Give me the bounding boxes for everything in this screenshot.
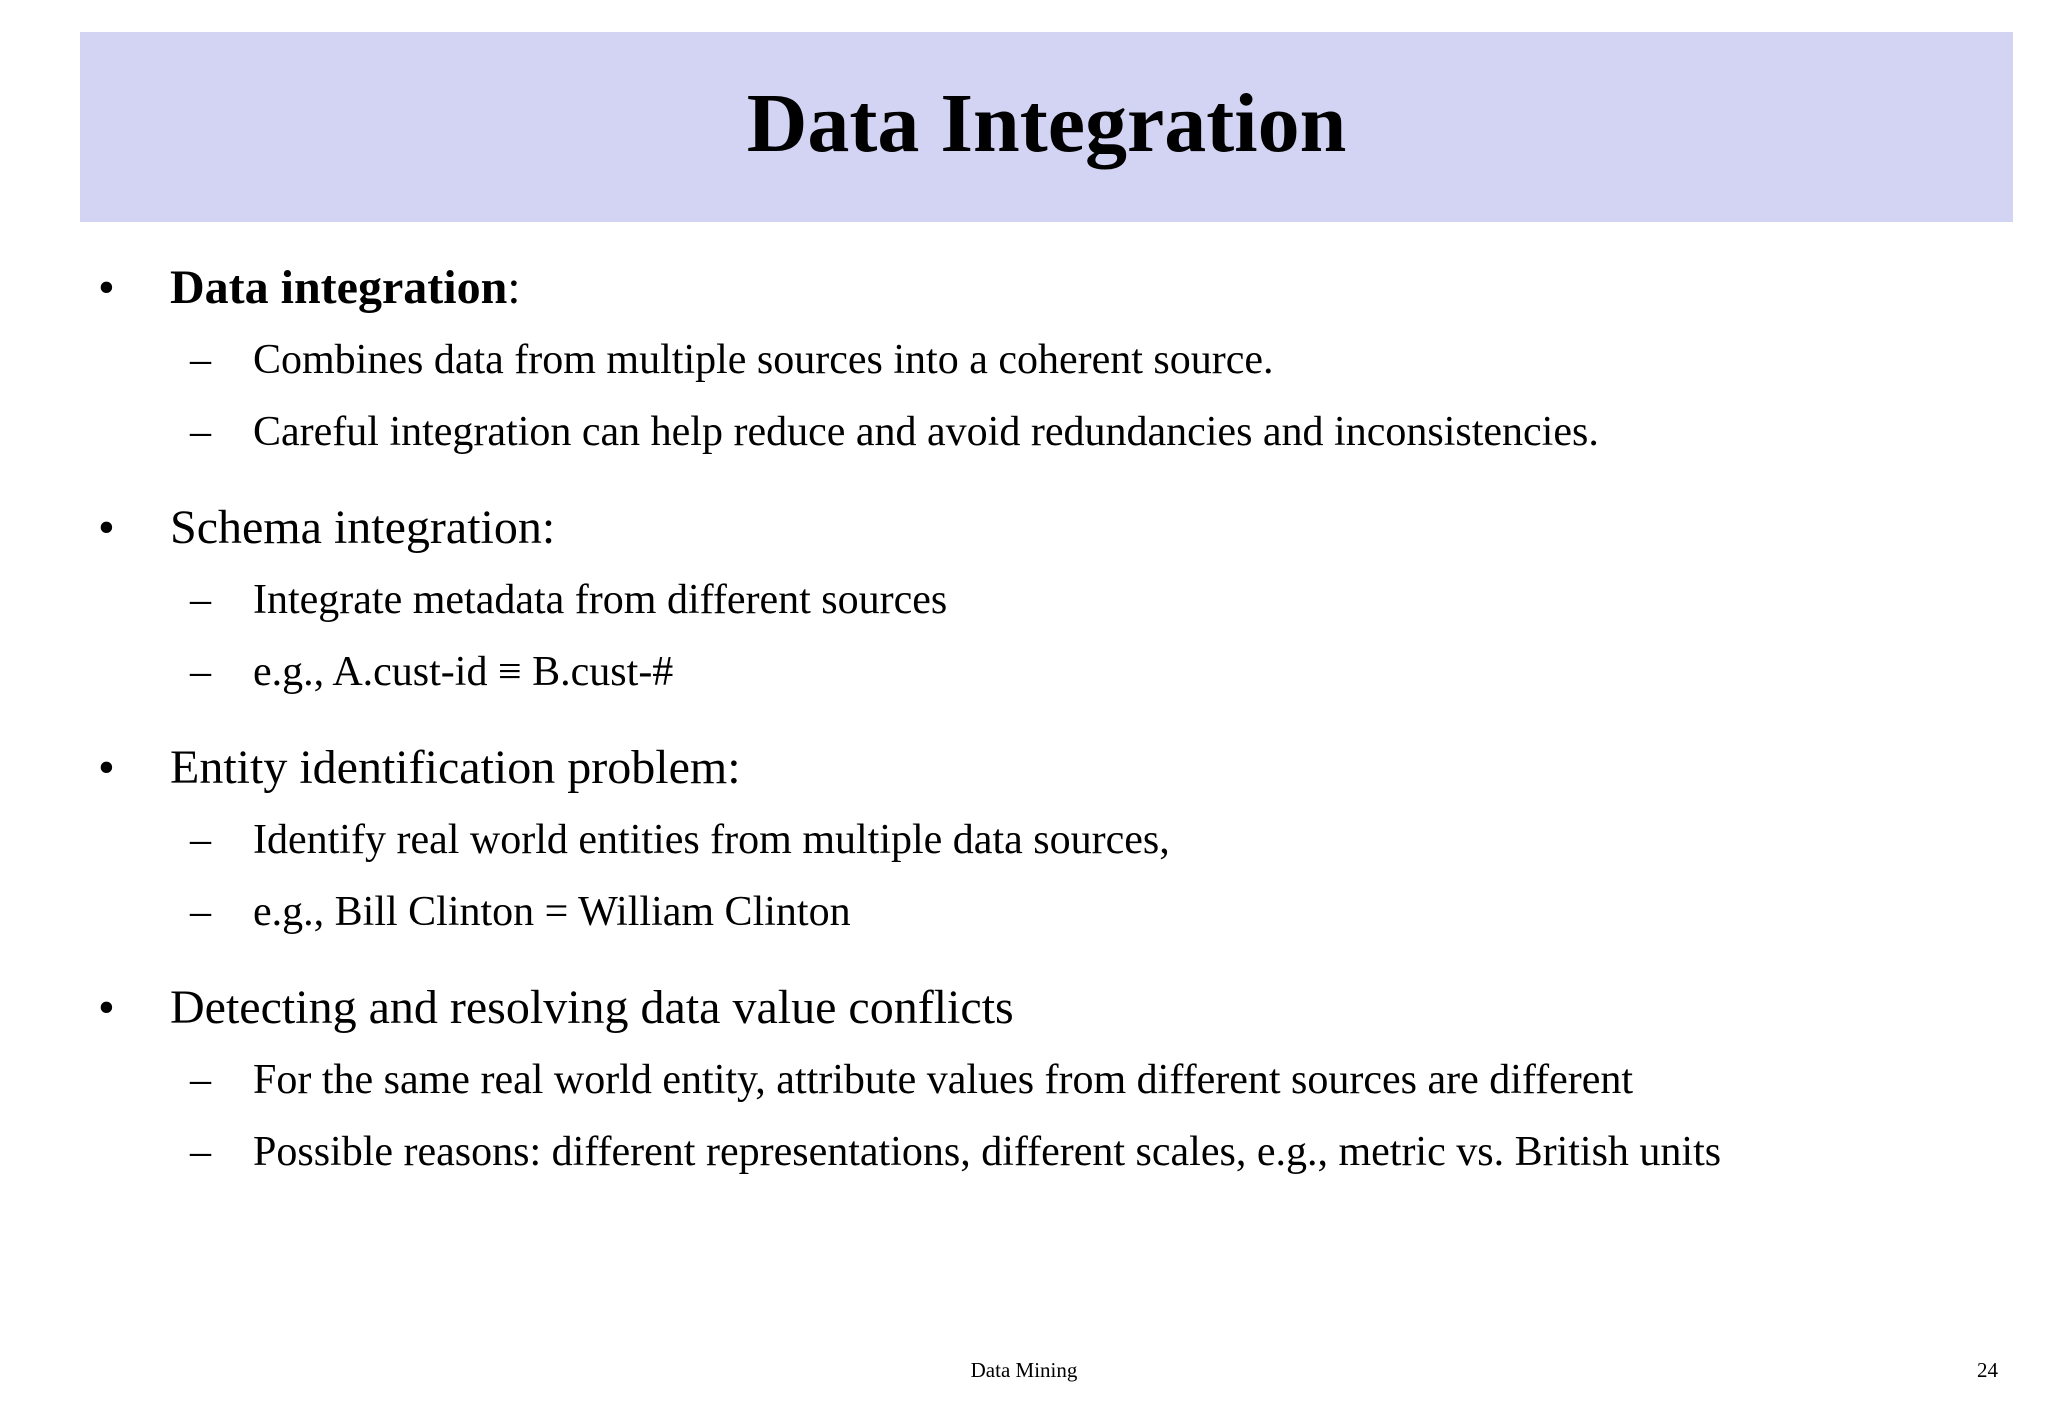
bullet-group-data-integration <box>0 252 2048 468</box>
footer-page-number: 24 <box>1977 1358 1998 1382</box>
bullet-label: Detecting and resolving data value conflicts <box>170 981 1014 1034</box>
bullet-label <box>170 252 521 324</box>
sub-bullet-marker: – <box>190 577 211 623</box>
bullet-group-schema-integration <box>0 492 2048 708</box>
bullet-label: Schema integration: <box>170 501 556 554</box>
sub-bullet-marker: – <box>190 337 211 383</box>
sub-bullet-text: For the same real world entity, attribute values from different sources are different <box>253 1057 1634 1103</box>
sub-bullet-item <box>0 564 2048 636</box>
sub-bullet-marker: – <box>190 1129 211 1175</box>
sub-bullet-text: Combines data from multiple sources into a coherent source. <box>253 337 1274 383</box>
sub-bullet-marker: – <box>190 649 211 695</box>
bullet-item <box>0 492 2048 564</box>
sub-bullet-item <box>0 1044 2048 1116</box>
sub-bullet-item <box>0 396 2048 468</box>
bullet-item <box>0 972 2048 1044</box>
bullet-item <box>0 732 2048 804</box>
bullet-marker: • <box>98 981 115 1034</box>
sub-bullet-text: Careful integration can help reduce and avoid redundancies and inconsistencies. <box>253 409 1599 455</box>
sub-bullet-marker: – <box>190 1057 211 1103</box>
sub-bullet-item <box>0 636 2048 708</box>
sub-bullet-text: Possible reasons: different representations, different scales, e.g., metric vs. British units <box>253 1129 1722 1175</box>
sub-bullet-item <box>0 324 2048 396</box>
bullet-label: Entity identification problem: <box>170 741 741 794</box>
bullet-group-entity-identification <box>0 732 2048 948</box>
bullet-marker: • <box>98 741 115 794</box>
bullet-label-bold: Data integration <box>170 261 508 314</box>
footer-course-title: Data Mining <box>970 1358 1078 1382</box>
sub-bullet-text: e.g., A.cust-id ≡ B.cust-# <box>253 649 674 695</box>
sub-bullet-text: e.g., Bill Clinton = William Clinton <box>253 889 851 935</box>
bullet-item <box>0 252 2048 324</box>
sub-bullet-text: Integrate metadata from different sources <box>253 577 948 623</box>
sub-bullet-marker: – <box>190 889 211 935</box>
sub-bullet-item <box>0 804 2048 876</box>
bullet-marker: • <box>98 501 115 554</box>
sub-bullet-marker: – <box>190 817 211 863</box>
slide-title: Data Integration <box>746 77 1347 170</box>
slide-content <box>0 252 2048 1212</box>
sub-bullet-marker: – <box>190 409 211 455</box>
bullet-marker: • <box>98 261 115 314</box>
sub-bullet-text: Identify real world entities from multiple data sources, <box>253 817 1170 863</box>
title-band <box>80 32 2013 222</box>
bullet-label-rest: : <box>507 261 521 314</box>
sub-bullet-item <box>0 876 2048 948</box>
bullet-group-data-value-conflicts <box>0 972 2048 1188</box>
sub-bullet-item <box>0 1116 2048 1188</box>
